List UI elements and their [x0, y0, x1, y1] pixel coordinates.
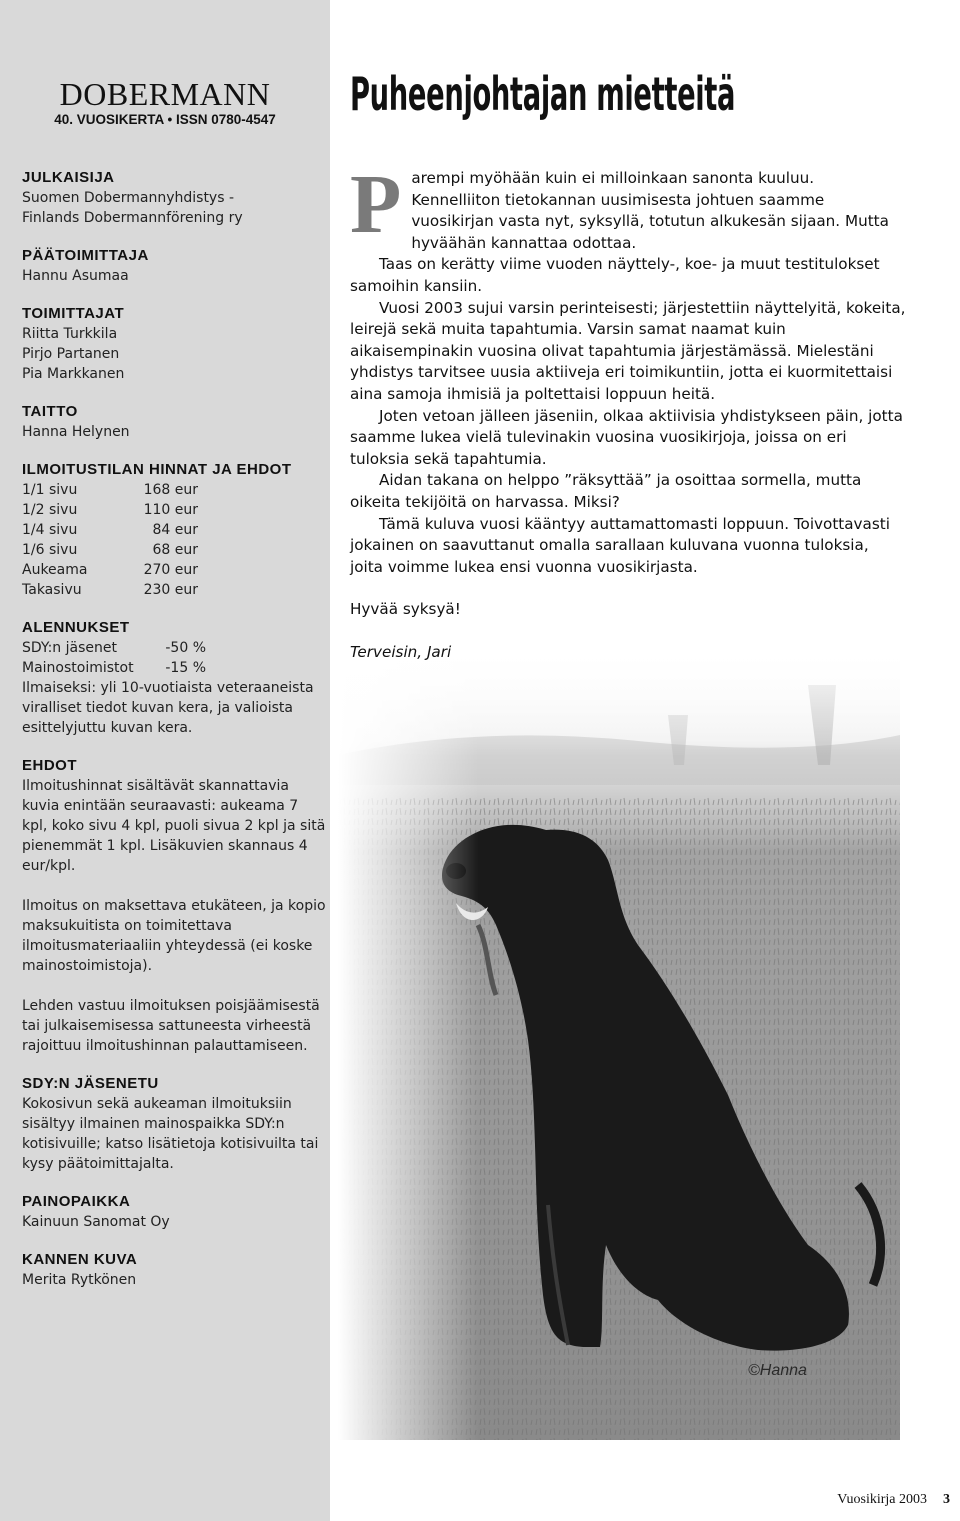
section-title: SDY:N JÄSENETU: [22, 1075, 159, 1092]
section-alennukset: [22, 618, 327, 738]
footer-label: Vuosikirja 2003: [837, 1492, 927, 1507]
masthead-title: DOBERMANN: [59, 76, 271, 112]
article-lead-paragraph: [350, 158, 906, 254]
discount-label: Mainostoimistot: [22, 660, 134, 676]
price-label: 1/1 sivu: [22, 482, 78, 498]
price-value: 168 eur: [143, 482, 198, 498]
price-value: 110 eur: [143, 502, 198, 518]
publisher-line: Suomen Dobermannyhdistys -: [22, 190, 235, 206]
section-title: KANNEN KUVA: [22, 1251, 138, 1268]
section-taitto: [22, 402, 327, 442]
price-label: Takasivu: [22, 582, 82, 598]
discount-value: -50 %: [165, 640, 206, 656]
price-value: 270 eur: [143, 562, 198, 578]
price-label: 1/4 sivu: [22, 522, 78, 538]
cover-photographer: Merita Rytkönen: [22, 1272, 137, 1288]
price-label: 1/2 sivu: [22, 502, 78, 518]
article-paragraph: Tämä kuluva vuosi kääntyy auttamattomasti loppuun. Toivottavasti jokainen on saavuttanut omalla sarallaan kuluvana vuonna tuloksia, joita voimme lukea ensi vuonna vuosikirjasta.: [350, 514, 890, 576]
photo-signature: ©Hanna: [748, 1362, 807, 1379]
masthead-subtitle: 40. VUOSIKERTA • ISSN 0780-4547: [54, 112, 276, 127]
dog-illustration: [338, 645, 900, 1440]
section-paatoimittaja: [22, 246, 327, 286]
editor-name: Pia Markkanen: [22, 366, 125, 382]
price-value: 84 eur: [152, 522, 198, 538]
section-title: PÄÄTOIMITTAJA: [22, 247, 149, 264]
section-title: PAINOPAIKKA: [22, 1193, 131, 1210]
printer-name: Kainuun Sanomat Oy: [22, 1214, 170, 1230]
drop-cap: P: [350, 158, 402, 251]
article-paragraph: Joten vetoan jälleen jäseniin, olkaa aktiivisia yhdistykseen päin, jotta saamme lukea vielä tulevinakin vuosina vuosikirjoja, joissa on eri tuloksia sekä tapahtumia.: [350, 406, 903, 468]
article-paragraph: Aidan takana on helppo ”räksyttää” ja osoittaa sormella, mutta oikeita tekijöitä on harvassa. Miksi?: [350, 471, 862, 511]
price-label: Aukeama: [22, 562, 88, 578]
section-kansi: [22, 1250, 327, 1290]
editor-name: Pirjo Partanen: [22, 346, 120, 362]
price-value: 230 eur: [143, 582, 198, 598]
section-title: TAITTO: [22, 403, 78, 420]
discount-table: [22, 638, 327, 678]
layout-name: Hanna Helynen: [22, 424, 130, 440]
section-title: ALENNUKSET: [22, 619, 130, 636]
page-number: 3: [943, 1492, 950, 1507]
price-label: 1/6 sivu: [22, 542, 78, 558]
colophon: [22, 168, 327, 1308]
section-ehdot: [22, 756, 327, 1056]
dobermann-photo: [338, 645, 900, 1440]
masthead: [0, 78, 330, 127]
terms-paragraph: Ilmoitus on maksettava etukäteen, ja kopio maksukuitista on toimitettava ilmoitusmateriaaliin yhteydessä (ei koske mainostoimistoja).: [22, 898, 326, 974]
price-table: [22, 480, 327, 600]
terms-paragraph: Ilmoitushinnat sisältävät skannattavia kuvia enintään seuraavasti: aukeama 7 kpl, koko sivu 4 kpl, puoli sivua 2 kpl ja sitä pienemmät 1 kpl. Lisäkuvien skannaus 4 eur/kpl.: [22, 778, 326, 874]
section-julkaisija: [22, 168, 327, 228]
article-headline: Puheenjohtajan mietteitä: [350, 67, 736, 121]
editor-in-chief: Hannu Asumaa: [22, 268, 129, 284]
section-hinnat: [22, 460, 327, 600]
section-title: JULKAISIJA: [22, 169, 115, 186]
section-title: ILMOITUSTILAN HINNAT JA EHDOT: [22, 461, 292, 478]
lead-text: arempi myöhään kuin ei milloinkaan sanonta kuuluu. Kennelliiton tietokannan uusimisesta johtuen saamme vuosikirjan vasta nyt, syksyllä, totutun alkukesän sijaan. Mutta hyväähän kannattaa odottaa.: [411, 169, 889, 252]
article-greeting: Hyvää syksyä!: [350, 600, 461, 619]
section-title: TOIMITTAJAT: [22, 305, 125, 322]
price-value: 68 eur: [152, 542, 198, 558]
article-body: [350, 158, 906, 663]
section-toimittajat: [22, 304, 327, 384]
discount-label: SDY:n jäsenet: [22, 640, 117, 656]
discount-value: -15 %: [165, 660, 206, 676]
terms-paragraph: Lehden vastuu ilmoituksen poisjäämisestä tai julkaisemisessa sattuneesta virheestä rajoittuu ilmoitushinnan palauttamiseen.: [22, 998, 320, 1054]
discount-note: Ilmaiseksi: yli 10-vuotiaista veteraaneista viralliset tiedot kuvan kera, ja valioista esittelyjuttu kuvan kera.: [22, 680, 314, 736]
article-signature: Terveisin, Jari: [350, 642, 452, 661]
section-title: EHDOT: [22, 757, 77, 774]
article-paragraph: Vuosi 2003 sujui varsin perinteisesti; järjestettiin näyttelyitä, kokeita, leirejä sekä muita tapahtumia. Varsin samat naamat kuin aikaisempinakin vuosina olivat tapahtumia järjestämässä. Mielestäni yhdistys tarvitsee uusia aktiiveja eri toimikuntiin, jotta ei kuormitettaisi aina samoja ihmisiä ja poltettaisi loppuun heitä.: [350, 298, 906, 403]
member-benefit-text: Kokosivun sekä aukeaman ilmoituksiin sisältyy ilmainen mainospaikka SDY:n kotisivuille; katso lisätietoja kotisivuilta tai kysy päätoimittajalta.: [22, 1096, 319, 1172]
page-footer: [837, 1492, 950, 1508]
section-sdy: [22, 1074, 327, 1174]
editor-name: Riitta Turkkila: [22, 326, 118, 342]
section-painopaikka: [22, 1192, 327, 1232]
publisher-line: Finlands Dobermannförening ry: [22, 210, 243, 226]
article-paragraph: Taas on kerätty viime vuoden näyttely-, koe- ja muut testitulokset samoihin kansiin.: [350, 255, 880, 295]
